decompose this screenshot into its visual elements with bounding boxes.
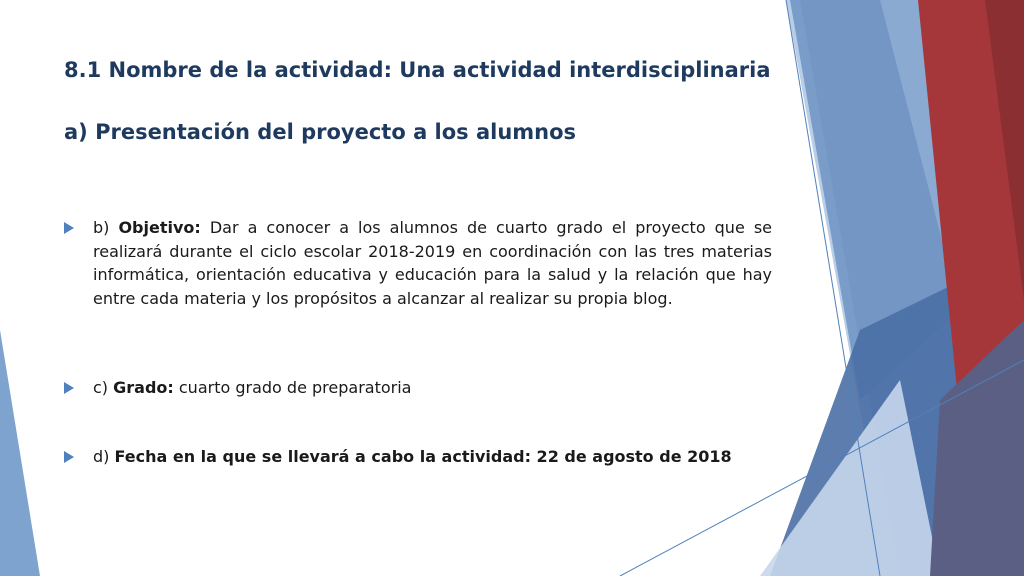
bullet-prefix: c) — [93, 378, 114, 397]
bullet-key: Objetivo: — [118, 218, 201, 237]
bullet-arrow-icon — [64, 451, 74, 463]
bullet-key: Fecha en la que se llevará a cabo la actividad: 22 de agosto de 2018 — [114, 447, 732, 466]
bullet-prefix: d) — [93, 447, 115, 466]
bullet-key: Grado: — [113, 378, 174, 397]
bullet-grado — [62, 376, 772, 400]
bullet-text: Dar a conocer a los alumnos de cuarto grado el proyecto que se realizará durante el ciclo escolar 2018-2019 en coordinación con las tres materias informática, orientación educativa y educación para la salud y la relación que hay entre cada materia y los propósitos a alcanzar al realizar su propia blog. — [93, 218, 773, 308]
bullet-list — [62, 216, 773, 466]
left-blue-sliver — [0, 330, 40, 576]
bullet-prefix: b) — [93, 218, 119, 237]
slide-subtitle: a) Presentación del proyecto a los alumnos — [64, 120, 577, 144]
slide-title: 8.1 Nombre de la actividad: Una actividad interdisciplinaria — [64, 58, 771, 82]
bullet-arrow-icon — [64, 222, 74, 234]
bullet-fecha — [62, 445, 772, 469]
bullet-text: cuarto grado de preparatoria — [173, 378, 412, 397]
bullet-objetivo — [62, 216, 772, 310]
bullet-arrow-icon — [64, 382, 74, 394]
